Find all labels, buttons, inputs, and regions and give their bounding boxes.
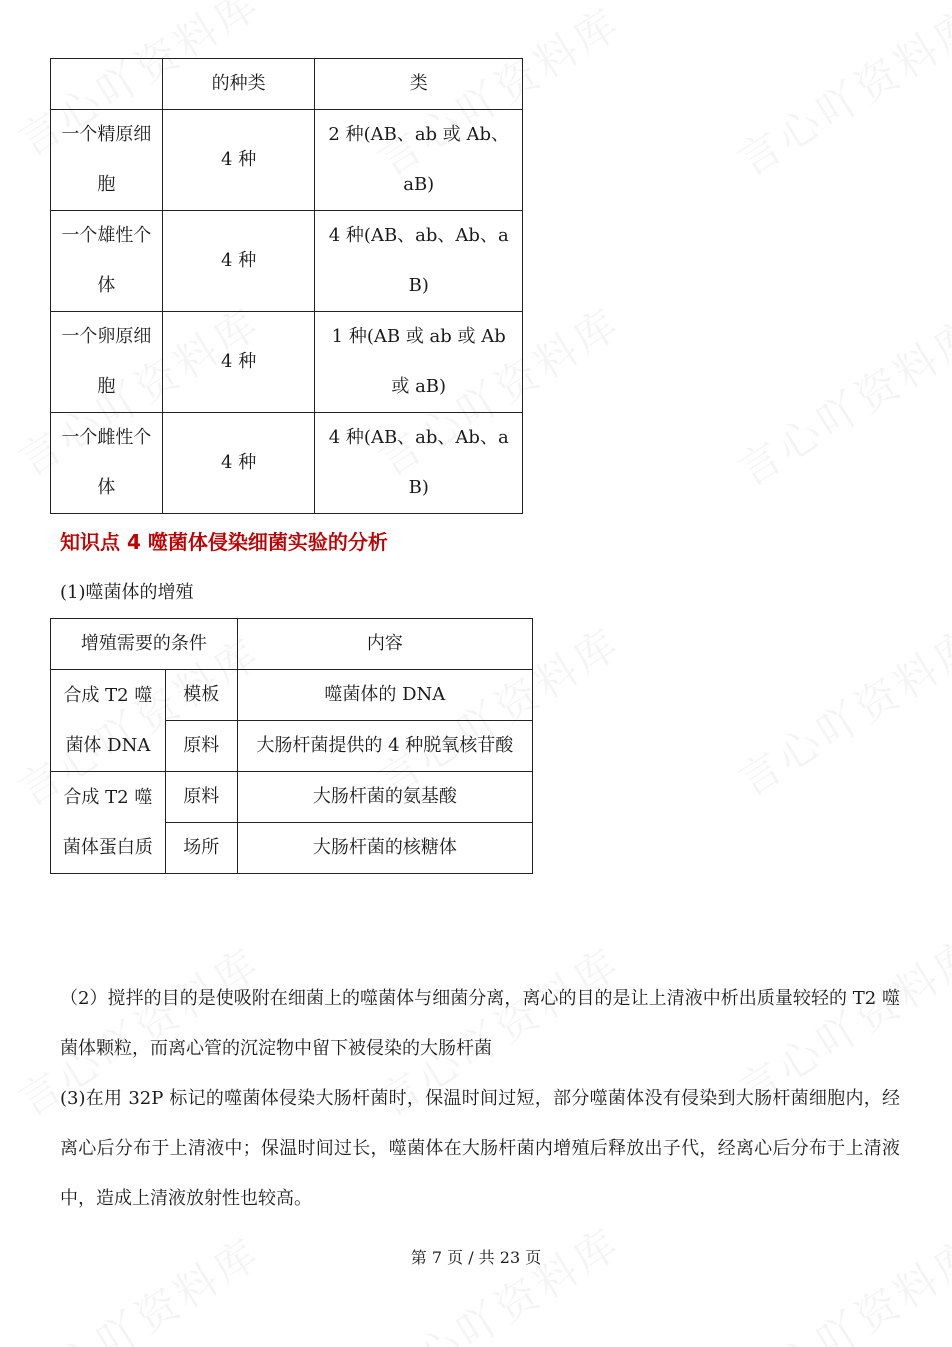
watermark xyxy=(365,1211,631,1347)
table-header-cell: 的种类 xyxy=(162,59,315,110)
paragraph-incubation: (3)在用 32P 标记的噬菌体侵染大肠杆菌时，保温时间过短，部分噬菌体没有侵染到大肠杆菌细胞内，经离心后分布于上清液中；保温时间过长，噬菌体在大肠杆菌内增殖后释放出子代，经离心后分布于上清液中，造成上清液放射性也较高。 xyxy=(60,1088,900,1209)
table-cell: 4 种 xyxy=(162,312,315,413)
table-cell: 原料 xyxy=(165,721,237,772)
table-cell: 噬菌体的 DNA xyxy=(237,670,532,721)
table-group-label: 合成 T2 噬菌体 DNA xyxy=(51,670,166,772)
watermark xyxy=(725,611,952,808)
table-cell: 2 种(AB、ab 或 Ab、aB) xyxy=(315,110,523,211)
watermark xyxy=(5,1221,271,1347)
section-subheading: (1)噬菌体的增殖 xyxy=(60,582,194,603)
table-cell: 一个雌性个体 xyxy=(51,413,163,514)
table-header-cell: 增殖需要的条件 xyxy=(51,619,238,670)
table-cell: 一个精原细胞 xyxy=(51,110,163,211)
table-row xyxy=(51,312,523,413)
table-cell: 大肠杆菌的核糖体 xyxy=(237,823,532,874)
phage-replication-table xyxy=(50,618,533,874)
table-cell: 4 种(AB、ab、Ab、aB) xyxy=(315,211,523,312)
paragraph-stirring: （2）搅拌的目的是使吸附在细菌上的噬菌体与细菌分离，离心的目的是让上清液中析出质量较轻的 T2 噬菌体颗粒，而离心管的沉淀物中留下被侵染的大肠杆菌 xyxy=(60,988,900,1059)
watermark xyxy=(725,0,952,189)
table-row xyxy=(51,413,523,514)
table-cell: 大肠杆菌提供的 4 种脱氧核苷酸 xyxy=(237,721,532,772)
table-cell: 原料 xyxy=(165,772,237,823)
table-cell: 4 种(AB、ab、Ab、aB) xyxy=(315,413,523,514)
table-row xyxy=(51,211,523,312)
table-cell: 4 种 xyxy=(162,211,315,312)
table-cell: 场所 xyxy=(165,823,237,874)
table-row xyxy=(51,772,533,823)
table-cell: 4 种 xyxy=(162,413,315,514)
watermark xyxy=(725,1221,952,1347)
table-header-cell: 类 xyxy=(315,59,523,110)
table-header-cell xyxy=(51,59,163,110)
table-header-row xyxy=(51,59,523,110)
table-header-cell: 内容 xyxy=(237,619,532,670)
table-cell: 模板 xyxy=(165,670,237,721)
table-cell: 大肠杆菌的氨基酸 xyxy=(237,772,532,823)
table-row xyxy=(51,670,533,721)
table-cell: 1 种(AB 或 ab 或 Ab 或 aB) xyxy=(315,312,523,413)
table-cell: 4 种 xyxy=(162,110,315,211)
table-row xyxy=(51,110,523,211)
table-cell: 一个雄性个体 xyxy=(51,211,163,312)
table-group-label: 合成 T2 噬菌体蛋白质 xyxy=(51,772,166,874)
page-number: 第 7 页 / 共 23 页 xyxy=(410,1248,542,1267)
watermark xyxy=(725,301,952,498)
section-heading: 知识点 4 噬菌体侵染细菌实验的分析 xyxy=(60,530,388,554)
table-header-row xyxy=(51,619,533,670)
gamete-types-table xyxy=(50,58,523,514)
table-cell: 一个卵原细胞 xyxy=(51,312,163,413)
